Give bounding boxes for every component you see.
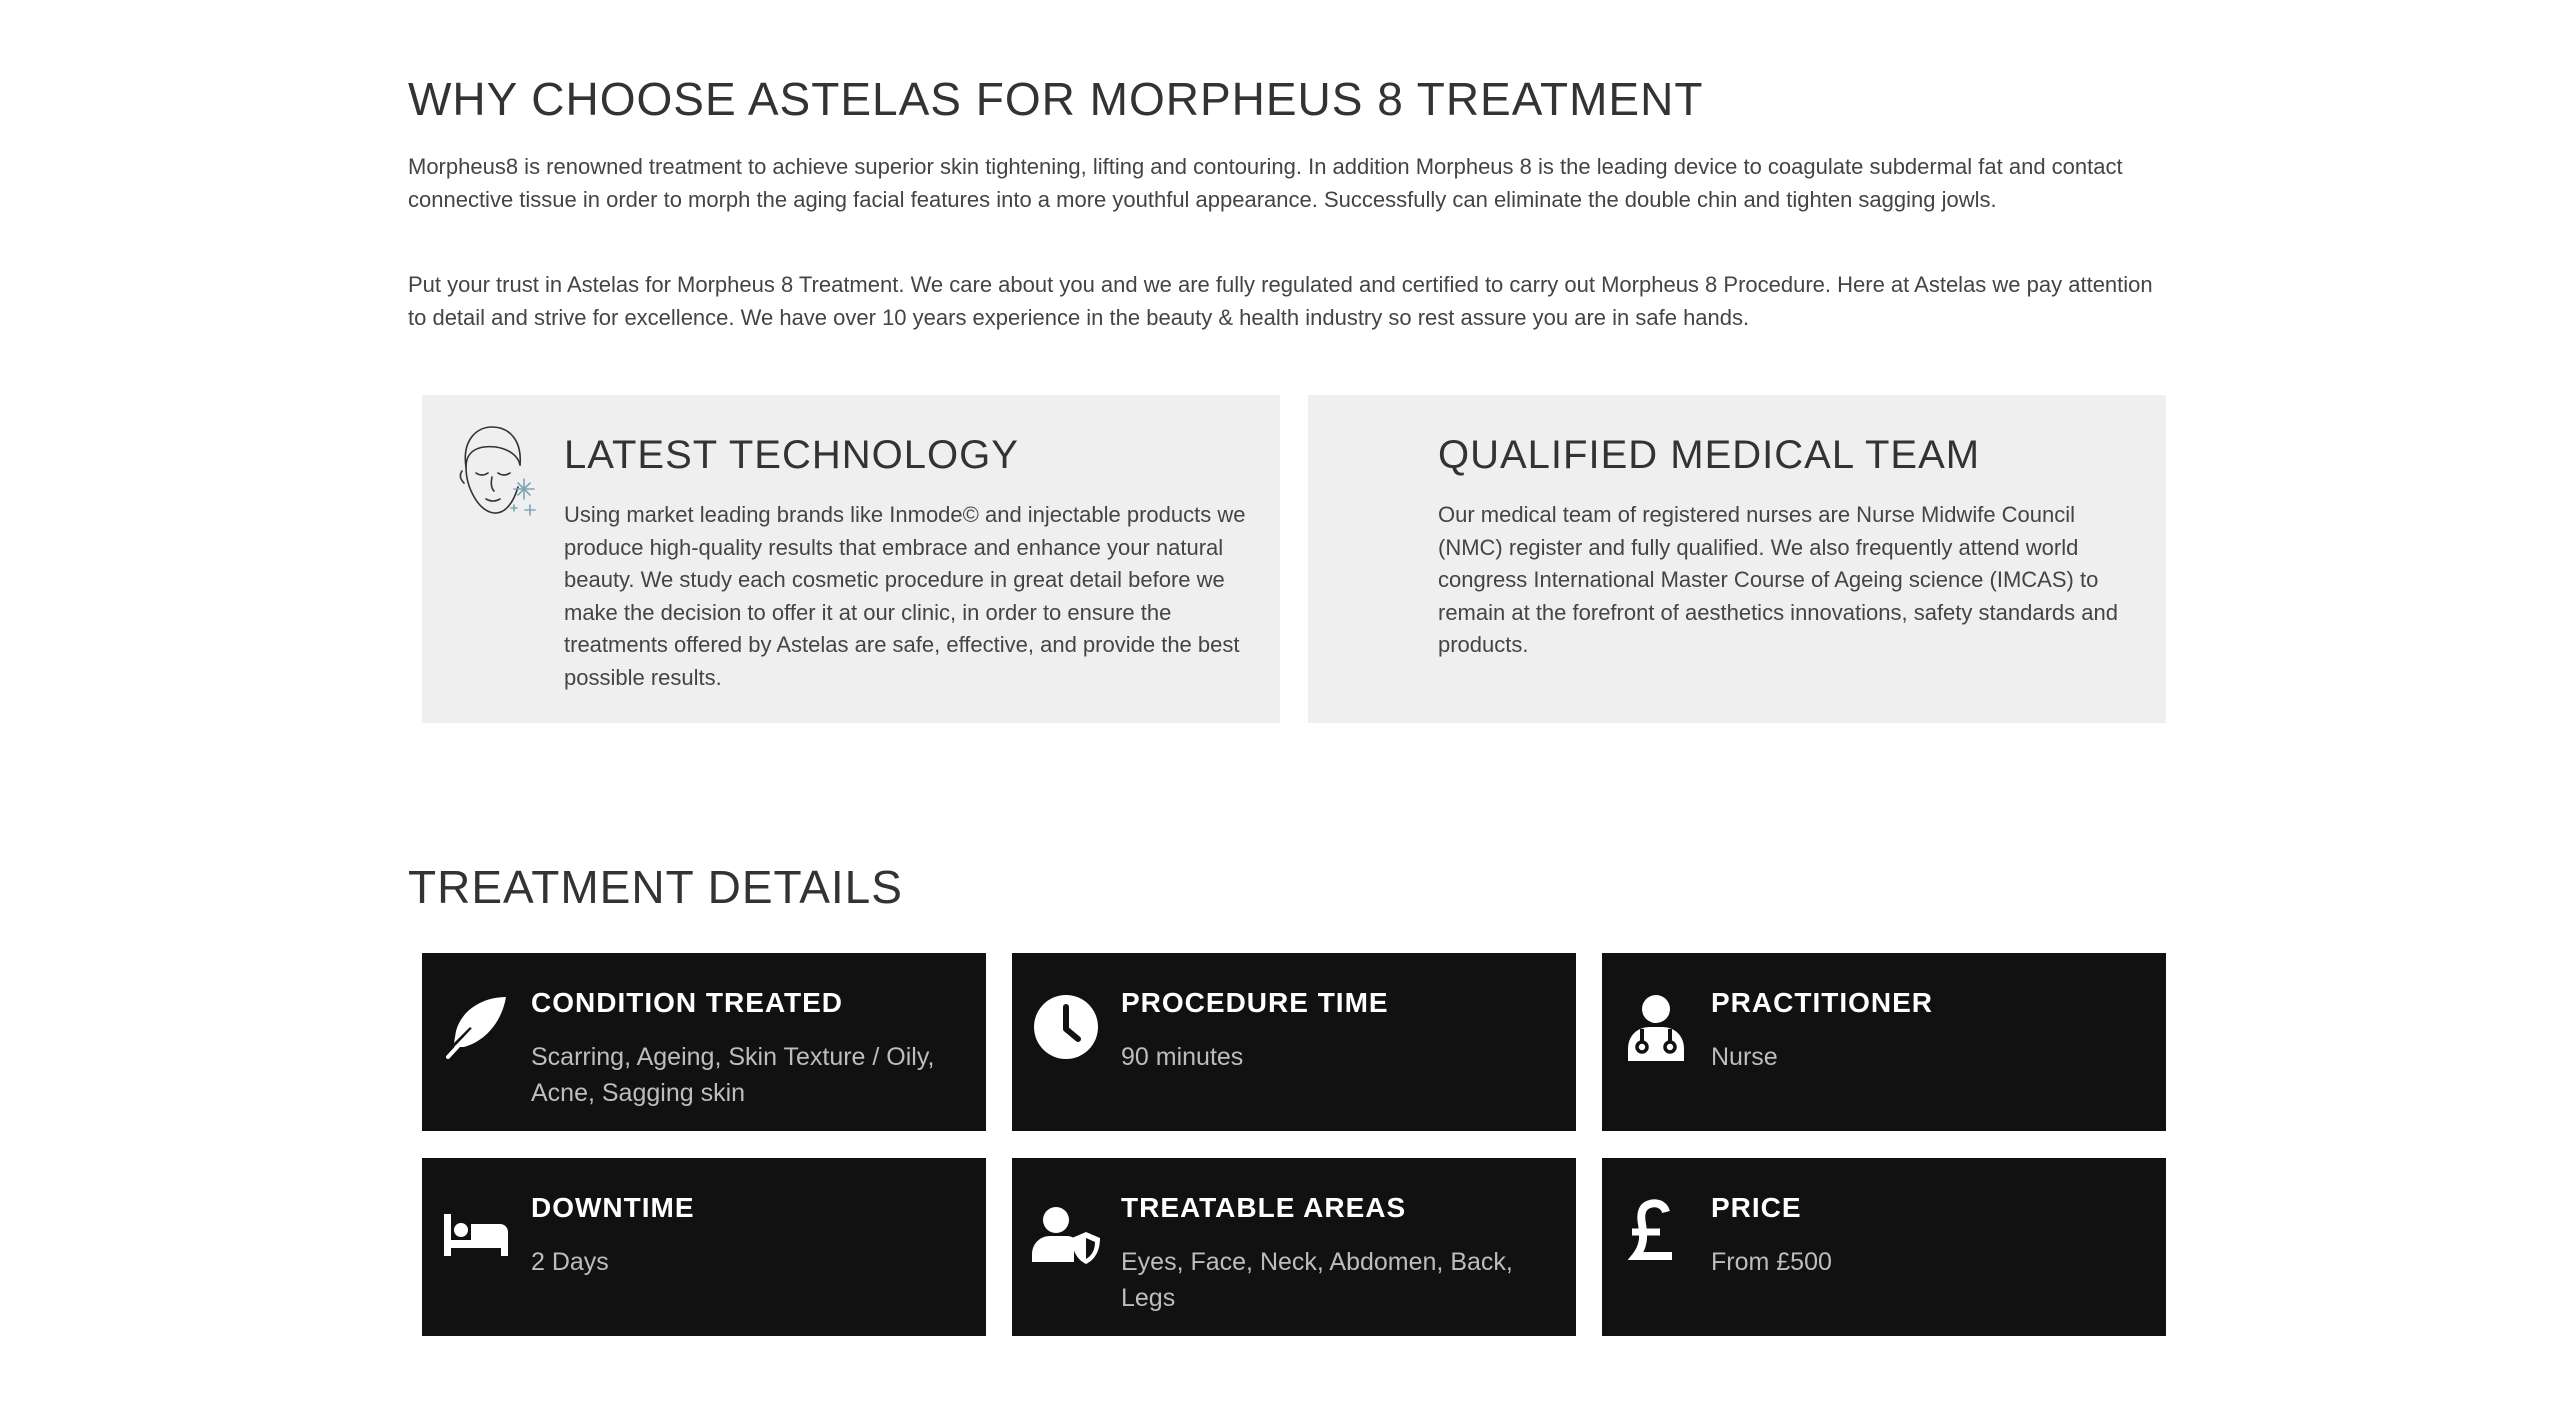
detail-value: 2 Days	[531, 1248, 609, 1276]
why-paragraph-2: Put your trust in Astelas for Morpheus 8 Treatment. We care about you and we are fully regulated and certified to carry out Morpheus 8 Procedure. Here at Astelas we pay attention to detail and strive for excellence. We have over 10 years experience in the beauty & health industry so rest assure you are in safe hands.	[408, 272, 2153, 330]
detail-title: PRACTITIONER	[1711, 987, 1933, 1018]
feature-title: QUALIFIED MEDICAL TEAM	[1438, 433, 1981, 477]
detail-value: Scarring, Ageing, Skin Texture / Oily, Acne, Sagging skin	[531, 1043, 935, 1107]
why-paragraph-1: Morpheus8 is renowned treatment to achieve superior skin tightening, lifting and contouring. In addition Morpheus 8 is the leading device to coagulate subdermal fat and contact connective tissue in order to morph the aging facial features into a more youthful appearance. Successfully can eliminate the double chin and tighten sagging jowls.	[408, 154, 2123, 212]
feature-card-latest-technology	[422, 395, 1280, 723]
detail-tile-treatable-areas	[1012, 1158, 1576, 1336]
pound-icon	[1620, 1196, 1692, 1268]
detail-value: Eyes, Face, Neck, Abdomen, Back, Legs	[1121, 1248, 1513, 1312]
clock-icon	[1030, 991, 1102, 1063]
feature-title: LATEST TECHNOLOGY	[564, 433, 1019, 477]
feature-card-qualified-medical-team	[1308, 395, 2166, 723]
detail-tile-condition-treated	[422, 953, 986, 1131]
detail-tile-procedure-time	[1012, 953, 1576, 1131]
detail-title: CONDITION TREATED	[531, 987, 844, 1018]
detail-value: Nurse	[1711, 1043, 1778, 1071]
treatment-details-heading: TREATMENT DETAILS	[408, 861, 903, 913]
detail-value: 90 minutes	[1121, 1043, 1244, 1071]
feature-body: Using market leading brands like Inmode© and injectable products we produce high-quality results that embrace and enhance your natural beauty. We study each cosmetic procedure in great detail before we make the decision to offer it at our clinic, in order to ensure the treatments offered by Astelas are safe, effective, and provide the best possible results.	[564, 502, 1246, 690]
doctor-icon	[1620, 991, 1692, 1063]
detail-title: TREATABLE AREAS	[1121, 1192, 1407, 1223]
face-sparkle-icon	[452, 421, 542, 521]
user-shield-icon	[1030, 1196, 1102, 1268]
detail-title: DOWNTIME	[531, 1192, 695, 1223]
feature-body: Our medical team of registered nurses are Nurse Midwife Council (NMC) register and fully qualified. We also frequently attend world congress International Master Course of Ageing science (IMCAS) to remain at the forefront of aesthetics innovations, safety standards and products.	[1438, 502, 2118, 657]
detail-title: PRICE	[1711, 1192, 1802, 1223]
detail-tile-downtime	[422, 1158, 986, 1336]
why-choose-heading: WHY CHOOSE ASTELAS FOR MORPHEUS 8 TREATMENT	[408, 73, 1704, 125]
feather-icon	[440, 991, 512, 1063]
detail-value: From £500	[1711, 1248, 1832, 1276]
detail-tile-price	[1602, 1158, 2166, 1336]
detail-title: PROCEDURE TIME	[1121, 987, 1389, 1018]
bed-icon	[440, 1196, 512, 1268]
detail-tile-practitioner	[1602, 953, 2166, 1131]
